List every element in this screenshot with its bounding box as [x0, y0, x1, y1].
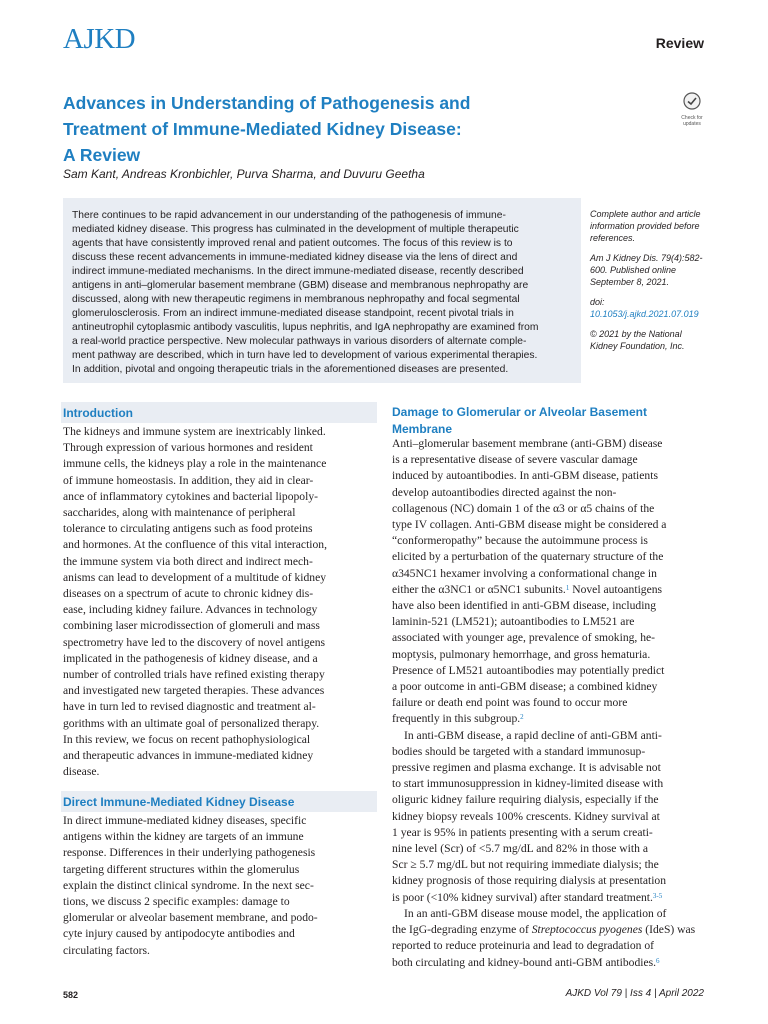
reference-link[interactable]: 2 [520, 713, 524, 722]
text-line: collagenous (NC) domain 1 of the α3 or α5 chains of the [392, 501, 655, 515]
text-segment: both circulating and kidney-bound anti-GBM antibodies. [392, 955, 657, 969]
text-line [392, 582, 695, 598]
introduction-text [63, 424, 327, 780]
text-segment: (IdeS) was [642, 923, 696, 937]
text-line: The kidneys and immune system are inextricably linked. [63, 425, 326, 438]
article-title [63, 90, 583, 168]
text-line: tions, we discuss 2 specific examples: damage to [63, 895, 290, 909]
text-line: failure or death end point was found to occur more [392, 696, 628, 710]
text-line: kidney prognosis of those requiring dialysis at presentation [392, 874, 667, 888]
text-line: diseases on a spectrum of acute to chronic kidney dis- [63, 587, 314, 601]
text-line: spectrometry have led to the discovery of novel antigens [63, 635, 326, 649]
journal-issue-info: AJKD Vol 79 | Iss 4 | April 2022 [565, 988, 704, 999]
text-line: Presence of LM521 autoantibodies may potentially predict [392, 663, 665, 677]
text-segment: frequently in this subgroup. [392, 712, 521, 726]
abstract-line: glomerulosclerosis. From an indirect immune-mediated disease standpoint, recent pivotal trials in [72, 308, 514, 319]
text-line: In anti-GBM disease, a rapid decline of anti-GBM anti- [404, 728, 662, 742]
text-line: anisms can lead to development of a multitude of kidney [63, 570, 327, 584]
text-line: reported to reduce proteinuria and lead to degradation of [392, 939, 655, 953]
text-segment: the IgG-degrading enzyme of [392, 923, 529, 937]
text-line: cyte injury caused by antipodocyte antibodies and [63, 927, 295, 941]
abstract-line: antineutrophil cytoplasmic antibody vasculitis, lupus nephritis, and IgA nephropathy are examined from [72, 322, 539, 333]
basement-membrane-text [392, 436, 695, 971]
journal-logo: AJKD [63, 23, 136, 55]
text-line: associated with younger age, prevalence of smoking, he- [392, 631, 656, 645]
check-for-updates-icon [683, 92, 701, 110]
text-line: implicated in the pathogenesis of kidney disease, and a [63, 651, 318, 665]
text-line: ease, including kidney failure. Advances in technology [63, 603, 318, 617]
text-line: and hormones. At the confluence of this vital interaction, [63, 538, 328, 552]
text-line: response. Differences in their underlying pathogenesis [63, 846, 316, 860]
text-line: a poor outcome in anti-GBM disease; a combined kidney [392, 680, 658, 694]
text-line: develop autoantibodies directed against the non- [392, 485, 617, 499]
author-info-note: Complete author and article information provided before references. [590, 209, 701, 243]
heading-line: Membrane [392, 422, 453, 436]
doi-link[interactable]: 10.1053/j.ajkd.2021.07.019 [590, 309, 699, 319]
abstract-line: agents that have consistently improved renal and patient outcomes. The focus of this review is to [72, 238, 513, 249]
text-line: elicited by a perturbation of the quaternary structure of the [392, 550, 664, 564]
text-line: laminin-521 (LM521); autoantibodies to LM521 are [392, 615, 635, 629]
text-line: immune cells, the kidneys play a role in the maintenance [63, 457, 327, 471]
text-line [392, 922, 695, 938]
text-line: “conformeropathy” because the autoimmune process is [392, 534, 648, 548]
text-line: induced by autoantibodies. In anti-GBM disease, patients [392, 469, 658, 483]
text-line: oliguric kidney failure requiring dialysis, especially if the [392, 793, 659, 807]
text-line: saccharides, along with maintenance of peripheral [63, 506, 296, 520]
text-line: moptysis, pulmonary hemorrhage, and gross hematuria. [392, 647, 651, 661]
check-for-updates-badge[interactable] [678, 92, 706, 127]
reference-link[interactable]: 3-5 [652, 891, 663, 900]
text-line: 1 year is 95% in patients presenting with a serum creati- [392, 825, 653, 839]
text-line: pressive regimen and plasma exchange. It is advisable not [392, 761, 661, 775]
title-line: Advances in Understanding of Pathogenesis and [63, 93, 471, 113]
reference-link[interactable]: 6 [656, 956, 660, 965]
page-number: 582 [63, 990, 79, 1000]
abstract-line: discuss these recent advancements in immune-mediated kidney disease via the lens of direct and [72, 252, 518, 263]
text-segment: Novel autoantigens [569, 582, 663, 596]
text-line: antigens within the kidney are targets of an immune [63, 830, 304, 844]
abstract-line: ment pathway are described, which in turn have led to development of various experimental therapies. [72, 350, 538, 361]
text-line: targeting different structures within the glomerulus [63, 862, 300, 876]
species-name: Streptococcus pyogenes [531, 923, 643, 937]
text-line: glomerular or alveolar basement membrane, and podo- [63, 911, 318, 925]
abstract-line: There continues to be rapid advancement in our understanding of the pathogenesis of immune- [72, 210, 506, 221]
text-line: α345NC1 hexamer involving a conformational change in [392, 566, 657, 580]
text-line: In this review, we focus on recent pathophysiological [63, 732, 311, 746]
heading-bar: Direct Immune-Mediated Kidney Disease [61, 791, 377, 812]
text-line: nine level (Scr) of <5.7 mg/dL and 82% in those with a [392, 842, 648, 856]
reference-link[interactable]: 1 [565, 583, 570, 592]
text-line: and therapeutic advances in immune-mediated kidney [63, 749, 314, 763]
text-line: circulating factors. [63, 943, 150, 957]
text-segment: either the α3NC1 or α5NC1 subunits. [392, 582, 566, 596]
abstract-text [72, 209, 572, 377]
text-line: and investigated new targeted therapies. These advances [63, 684, 325, 698]
abstract-line: mediated kidney disease. This progress has culminated in the development of multiple therapeutic [72, 224, 519, 235]
text-line: Through expression of various hormones and resident [63, 441, 313, 455]
heading-bar: Introduction [61, 402, 377, 423]
abstract-line: antigens in anti–glomerular basement membrane (GBM) disease and membranous nephropathy are [72, 280, 529, 291]
text-line: number of controlled trials have refined existing therapy [63, 668, 325, 682]
text-segment: is poor (<10% kidney survival) after standard treatment. [392, 890, 653, 904]
doi [590, 296, 710, 320]
abstract-line: In addition, pivotal and ongoing therapeutic trials in the aforementioned diseases are presented. [72, 364, 509, 375]
author-list: Sam Kant, Andreas Kronbichler, Purva Sharma, and Duvuru Geetha [63, 167, 425, 181]
abstract-line: a real-world practice perspective. New molecular pathways in various disorders of alternate comple- [72, 336, 527, 347]
text-line: gorithms with an ultimate goal of personalized therapy. [63, 716, 320, 730]
text-line: In an anti-GBM disease mouse model, the application of [404, 906, 667, 920]
copyright: © 2021 by the National Kidney Foundation, Inc. [590, 329, 685, 351]
text-line: Anti–glomerular basement membrane (anti-GBM) disease [392, 437, 663, 450]
abstract-line: indirect immune-mediated mechanisms. In the direct immune-mediated disease, recently described [72, 266, 524, 277]
text-line: tolerance to circulating antigens such as food proteins [63, 522, 313, 536]
doi-label: doi: [590, 297, 605, 307]
text-line: have in turn led to revised diagnostic and treatment al- [63, 700, 316, 714]
text-line: Scr ≥ 5.7 mg/dL but not requiring immediate dialysis; the [392, 858, 659, 872]
article-info-sidebar [590, 208, 710, 360]
text-line [392, 955, 695, 971]
direct-immune-text [63, 813, 318, 959]
text-line: ance of inflammatory cytokines and bacterial lipopoly- [63, 489, 318, 503]
text-line: kidney biopsy reveals 100% crescents. Kidney survival at [392, 809, 660, 823]
text-line: the immune system via both direct and indirect mech- [63, 554, 313, 568]
heading-line: Damage to Glomerular or Alveolar Basement [392, 405, 647, 419]
text-line: In direct immune-mediated kidney diseases, specific [63, 814, 307, 827]
section-heading-direct-immune [61, 791, 377, 812]
title-line: A Review [63, 145, 141, 165]
text-line: type IV collagen. Anti-GBM disease might be considered a [392, 518, 667, 532]
text-line: have also been identified in anti-GBM disease, including [392, 599, 657, 613]
text-line: bodies should be targeted with a standard immunosup- [392, 744, 646, 758]
text-line: explain the distinct clinical syndrome. In the next sec- [63, 878, 314, 892]
title-line: Treatment of Immune-Mediated Kidney Disease: [63, 119, 462, 139]
check-for-updates-label: Check for updates [681, 115, 703, 127]
text-line [392, 711, 695, 727]
text-line: is a representative disease of severe vascular damage [392, 453, 638, 467]
section-heading-introduction [61, 402, 377, 423]
text-line: disease. [63, 765, 100, 779]
abstract-line: discussed, along with new therapeutic regimens in membranous nephropathy and focal segmental [72, 294, 520, 305]
section-heading-basement-membrane [392, 404, 712, 438]
text-line: combining laser microdissection of glomeruli and mass [63, 619, 320, 633]
text-line [392, 890, 695, 906]
text-line: of immune homeostasis. In addition, they aid in clear- [63, 473, 314, 487]
article-type-label: Review [655, 35, 704, 51]
text-line: to start immunosuppression in kidney-limited disease with [392, 777, 664, 791]
citation: Am J Kidney Dis. 79(4):582-600. Published online September 8, 2021. [590, 253, 703, 287]
